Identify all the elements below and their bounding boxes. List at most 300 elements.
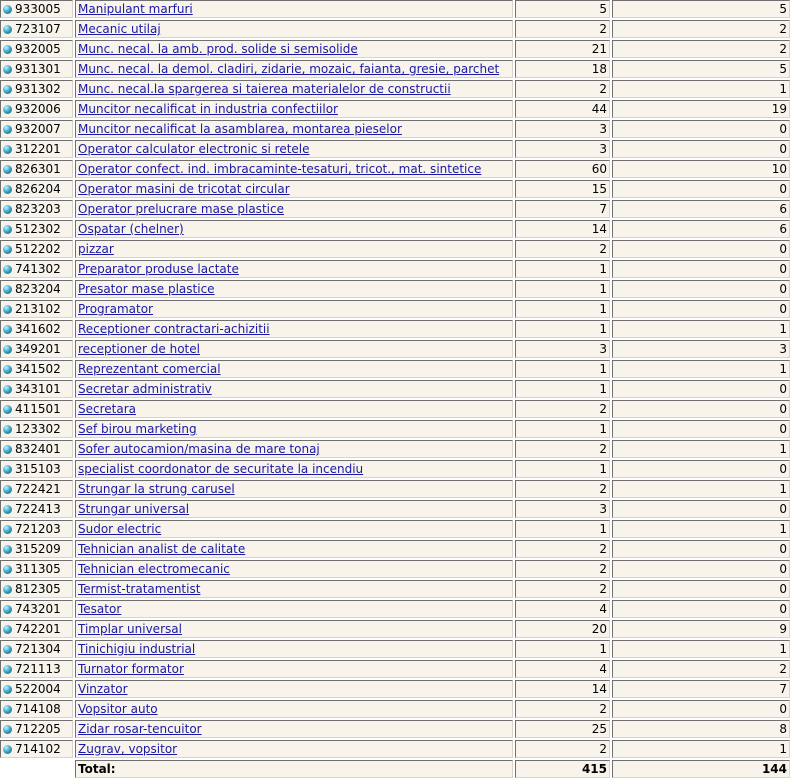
occupation-code: 743201 [15,602,61,616]
occupation-code: 311305 [15,562,61,576]
occupation-cell [75,400,513,418]
table-row [0,140,790,158]
occupation-link[interactable]: Sudor electric [78,522,162,536]
occupation-code: 721304 [15,642,61,656]
occupation-cell [75,100,513,118]
occupation-code: 341602 [15,322,61,336]
bullet-icon [3,645,12,654]
occupation-cell [75,280,513,298]
occupation-cell [75,480,513,498]
count-b: 0 [612,460,790,478]
occupation-link[interactable]: Preparator produse lactate [78,262,239,276]
occupation-link[interactable]: Reprezentant comercial [78,362,221,376]
occupation-code: 823203 [15,202,61,216]
occupation-link[interactable]: Termist-tratamentist [78,582,201,596]
code-cell [0,300,73,318]
count-b: 1 [612,320,790,338]
bullet-icon [3,305,12,314]
table-row [0,700,790,718]
count-b: 0 [612,580,790,598]
count-a: 2 [515,580,610,598]
table-row [0,740,790,758]
count-a: 1 [515,380,610,398]
count-b: 1 [612,80,790,98]
table-row [0,660,790,678]
occupation-link[interactable]: Mecanic utilaj [78,22,161,36]
table-row [0,400,790,418]
count-a: 1 [515,320,610,338]
bullet-icon [3,285,12,294]
count-a: 5 [515,0,610,18]
count-b: 2 [612,660,790,678]
code-cell [0,340,73,358]
count-a: 7 [515,200,610,218]
count-a: 2 [515,480,610,498]
code-cell [0,740,73,758]
table-row [0,440,790,458]
occupation-cell [75,540,513,558]
code-cell [0,40,73,58]
table-row [0,80,790,98]
bullet-icon [3,545,12,554]
count-b: 0 [612,120,790,138]
occupation-link[interactable]: Tehnician electromecanic [78,562,230,576]
bullet-icon [3,465,12,474]
count-b: 0 [612,380,790,398]
code-cell [0,420,73,438]
table-row [0,520,790,538]
bullet-icon [3,225,12,234]
bullet-icon [3,25,12,34]
total-a: 415 [515,760,610,778]
code-cell [0,560,73,578]
occupation-link[interactable]: Tehnician analist de calitate [78,542,246,556]
code-cell [0,60,73,78]
occupation-cell [75,140,513,158]
code-cell [0,440,73,458]
occupation-code: 213102 [15,302,61,316]
table-row [0,380,790,398]
bullet-icon [3,105,12,114]
occupation-code: 723107 [15,22,61,36]
count-b: 2 [612,20,790,38]
code-cell [0,120,73,138]
occupation-code: 812305 [15,582,61,596]
count-a: 14 [515,680,610,698]
table-row [0,500,790,518]
bullet-icon [3,425,12,434]
code-cell [0,580,73,598]
count-a: 2 [515,700,610,718]
count-a: 1 [515,640,610,658]
table-row [0,240,790,258]
occupation-code: 832401 [15,442,61,456]
count-b: 0 [612,280,790,298]
occupation-link[interactable]: Sef birou marketing [78,422,197,436]
count-a: 1 [515,460,610,478]
bullet-icon [3,705,12,714]
occupation-link[interactable]: Sofer autocamion/masina de mare tonaj [78,442,320,456]
count-b: 0 [612,420,790,438]
table-row [0,280,790,298]
occupation-code: 315209 [15,542,61,556]
code-cell [0,160,73,178]
count-b: 1 [612,520,790,538]
code-cell [0,600,73,618]
code-cell [0,620,73,638]
occupation-cell [75,560,513,578]
table-row [0,260,790,278]
count-a: 25 [515,720,610,738]
total-label: Total: [75,760,513,778]
occupation-cell [75,220,513,238]
table-row [0,560,790,578]
occupation-link[interactable]: Munc. necal.la spargerea si taierea materialelor de constructii [78,82,451,96]
occupation-cell [75,300,513,318]
occupation-code: 826204 [15,182,61,196]
count-b: 1 [612,640,790,658]
occupation-code: 931302 [15,82,61,96]
table-row [0,40,790,58]
occupation-cell [75,20,513,38]
count-a: 2 [515,740,610,758]
count-a: 3 [515,140,610,158]
occupation-cell [75,320,513,338]
bullet-icon [3,665,12,674]
table-row [0,720,790,738]
count-b: 1 [612,440,790,458]
code-cell [0,0,73,18]
occupation-link[interactable]: Operator prelucrare mase plastice [78,202,284,216]
table-row [0,120,790,138]
count-b: 1 [612,740,790,758]
count-b: 0 [612,240,790,258]
code-cell [0,640,73,658]
bullet-icon [3,265,12,274]
count-a: 3 [515,340,610,358]
occupation-link[interactable]: Ospatar (chelner) [78,222,184,236]
table-row [0,540,790,558]
count-a: 1 [515,520,610,538]
count-b: 2 [612,40,790,58]
bullet-icon [3,365,12,374]
count-b: 1 [612,360,790,378]
occupation-cell [75,440,513,458]
occupation-link[interactable]: Secretar administrativ [78,382,212,396]
bullet-icon [3,745,12,754]
count-a: 2 [515,440,610,458]
count-a: 2 [515,240,610,258]
count-a: 1 [515,280,610,298]
count-b: 0 [612,700,790,718]
count-b: 0 [612,400,790,418]
occupation-code: 349201 [15,342,61,356]
count-a: 2 [515,20,610,38]
occupation-cell [75,240,513,258]
count-b: 5 [612,0,790,18]
occupation-link[interactable]: Strungar universal [78,502,190,516]
table-row [0,60,790,78]
occupation-link[interactable]: Presator mase plastice [78,282,215,296]
bullet-icon [3,125,12,134]
table-row [0,680,790,698]
occupation-cell [75,120,513,138]
code-cell [0,20,73,38]
count-a: 15 [515,180,610,198]
code-cell [0,540,73,558]
code-cell [0,80,73,98]
code-cell [0,400,73,418]
occupation-cell [75,260,513,278]
table-row [0,220,790,238]
table-row [0,420,790,438]
count-b: 3 [612,340,790,358]
code-cell [0,380,73,398]
count-a: 20 [515,620,610,638]
count-b: 0 [612,540,790,558]
count-a: 60 [515,160,610,178]
occupation-code: 512302 [15,222,61,236]
count-b: 5 [612,60,790,78]
code-cell [0,520,73,538]
count-a: 4 [515,660,610,678]
occupation-code: 341502 [15,362,61,376]
occupation-code: 722421 [15,482,61,496]
occupation-code: 742201 [15,622,61,636]
count-a: 1 [515,420,610,438]
occupation-link[interactable]: pizzar [78,242,114,256]
code-cell [0,240,73,258]
occupation-link[interactable]: Munc. necal. la amb. prod. solide si semisolide [78,42,358,56]
occupation-code: 315103 [15,462,61,476]
bullet-icon [3,145,12,154]
count-b: 0 [612,560,790,578]
occupation-cell [75,660,513,678]
code-cell [0,100,73,118]
code-cell [0,460,73,478]
table-row [0,180,790,198]
occupation-link[interactable]: Zugrav, vopsitor [78,742,178,756]
table-row [0,340,790,358]
occupation-link[interactable]: Secretara [78,402,136,416]
bullet-icon [3,185,12,194]
occupation-code: 722413 [15,502,61,516]
occupation-cell [75,700,513,718]
count-a: 14 [515,220,610,238]
table-row [0,20,790,38]
code-cell [0,360,73,378]
table-row [0,160,790,178]
bullet-icon [3,485,12,494]
bullet-icon [3,5,12,14]
occupation-code: 741302 [15,262,61,276]
count-a: 1 [515,360,610,378]
count-b: 0 [612,260,790,278]
occupation-cell [75,80,513,98]
code-cell [0,320,73,338]
total-b: 144 [612,760,790,778]
table-row [0,360,790,378]
occupation-link[interactable]: receptioner de hotel [78,342,200,356]
occupation-link[interactable]: specialist coordonator de securitate la incendiu [78,462,364,476]
code-cell [0,140,73,158]
bullet-icon [3,565,12,574]
occupation-code: 714108 [15,702,61,716]
count-b: 0 [612,180,790,198]
code-cell [0,720,73,738]
occupation-cell [75,620,513,638]
occupation-link[interactable]: Muncitor necalificat la asamblarea, montarea pieselor [78,122,402,136]
count-b: 0 [612,300,790,318]
bullet-icon [3,345,12,354]
bullet-icon [3,685,12,694]
code-cell [0,480,73,498]
occupation-link[interactable]: Manipulant marfuri [78,2,193,16]
count-a: 2 [515,400,610,418]
occupation-cell [75,340,513,358]
count-b: 0 [612,500,790,518]
occupation-code: 343101 [15,382,61,396]
occupation-code: 931301 [15,62,61,76]
table-row [0,0,790,18]
code-cell [0,500,73,518]
count-a: 2 [515,80,610,98]
occupation-code: 823204 [15,282,61,296]
occupation-cell [75,200,513,218]
occupation-link[interactable]: Muncitor necalificat in industria confectiilor [78,102,338,116]
bullet-icon [3,585,12,594]
count-a: 1 [515,300,610,318]
occupation-link[interactable]: Timplar universal [78,622,182,636]
occupation-code: 932005 [15,42,61,56]
occupation-code: 123302 [15,422,61,436]
occupation-link[interactable]: Operator calculator electronic si retele [78,142,310,156]
count-b: 0 [612,140,790,158]
bullet-icon [3,605,12,614]
table-row [0,480,790,498]
occupation-cell [75,600,513,618]
occupation-cell [75,180,513,198]
table-row [0,460,790,478]
occupation-cell [75,460,513,478]
table-row [0,620,790,638]
table-row [0,100,790,118]
occupation-link[interactable]: Turnator formator [78,662,184,676]
bullet-icon [3,405,12,414]
count-a: 3 [515,120,610,138]
occupation-cell [75,160,513,178]
occupation-cell [75,520,513,538]
occupation-cell [75,360,513,378]
count-b: 10 [612,160,790,178]
occupation-cell [75,740,513,758]
occupation-cell [75,500,513,518]
table-row [0,320,790,338]
bullet-icon [3,85,12,94]
occupation-code: 411501 [15,402,61,416]
occupation-link[interactable]: Tinichigiu industrial [78,642,196,656]
occupation-link[interactable]: Strungar la strung carusel [78,482,235,496]
occupation-code: 721113 [15,662,61,676]
count-a: 3 [515,500,610,518]
code-cell [0,180,73,198]
occupation-cell [75,60,513,78]
occupation-cell [75,420,513,438]
code-cell [0,220,73,238]
occupation-link[interactable]: Vinzator [78,682,128,696]
occupation-cell [75,40,513,58]
count-b: 7 [612,680,790,698]
occupation-link[interactable]: Receptioner contractari-achizitii [78,322,270,336]
bullet-icon [3,525,12,534]
bullet-icon [3,505,12,514]
occupation-code: 826301 [15,162,61,176]
code-cell [0,280,73,298]
code-cell [0,200,73,218]
occupation-cell [75,580,513,598]
code-cell [0,680,73,698]
bullet-icon [3,45,12,54]
count-a: 21 [515,40,610,58]
bullet-icon [3,385,12,394]
occupation-link[interactable]: Tesator [78,602,122,616]
bullet-icon [3,245,12,254]
count-a: 1 [515,260,610,278]
count-b: 8 [612,720,790,738]
code-cell [0,660,73,678]
occupation-code: 933005 [15,2,61,16]
occupation-code: 522004 [15,682,61,696]
occupation-link[interactable]: Munc. necal. la demol. cladiri, zidarie, mozaic, faianta, gresie, parchet [78,62,500,76]
table-row [0,300,790,318]
bullet-icon [3,325,12,334]
bullet-icon [3,725,12,734]
count-a: 2 [515,560,610,578]
count-a: 18 [515,60,610,78]
code-cell [0,700,73,718]
bullet-icon [3,625,12,634]
count-a: 44 [515,100,610,118]
occupation-code: 932006 [15,102,61,116]
occupation-code: 714102 [15,742,61,756]
code-cell [0,260,73,278]
count-a: 2 [515,540,610,558]
occupation-code: 512202 [15,242,61,256]
count-b: 6 [612,200,790,218]
occupation-code: 312201 [15,142,61,156]
occupation-link[interactable]: Operator masini de tricotat circular [78,182,290,196]
count-b: 0 [612,600,790,618]
table-row [0,640,790,658]
bullet-icon [3,165,12,174]
occupation-cell [75,380,513,398]
total-row [0,760,790,778]
count-b: 9 [612,620,790,638]
occupation-code: 932007 [15,122,61,136]
bullet-icon [3,65,12,74]
occupation-link[interactable]: Programator [78,302,153,316]
occupation-link[interactable]: Vopsitor auto [78,702,158,716]
bullet-icon [3,445,12,454]
occupation-link[interactable]: Zidar rosar-tencuitor [78,722,202,736]
bullet-icon [3,205,12,214]
occupation-cell [75,680,513,698]
count-b: 1 [612,480,790,498]
occupation-link[interactable]: Operator confect. ind. imbracaminte-tesaturi, tricot., mat. sintetice [78,162,482,176]
table-row [0,200,790,218]
table-row [0,580,790,598]
count-a: 4 [515,600,610,618]
